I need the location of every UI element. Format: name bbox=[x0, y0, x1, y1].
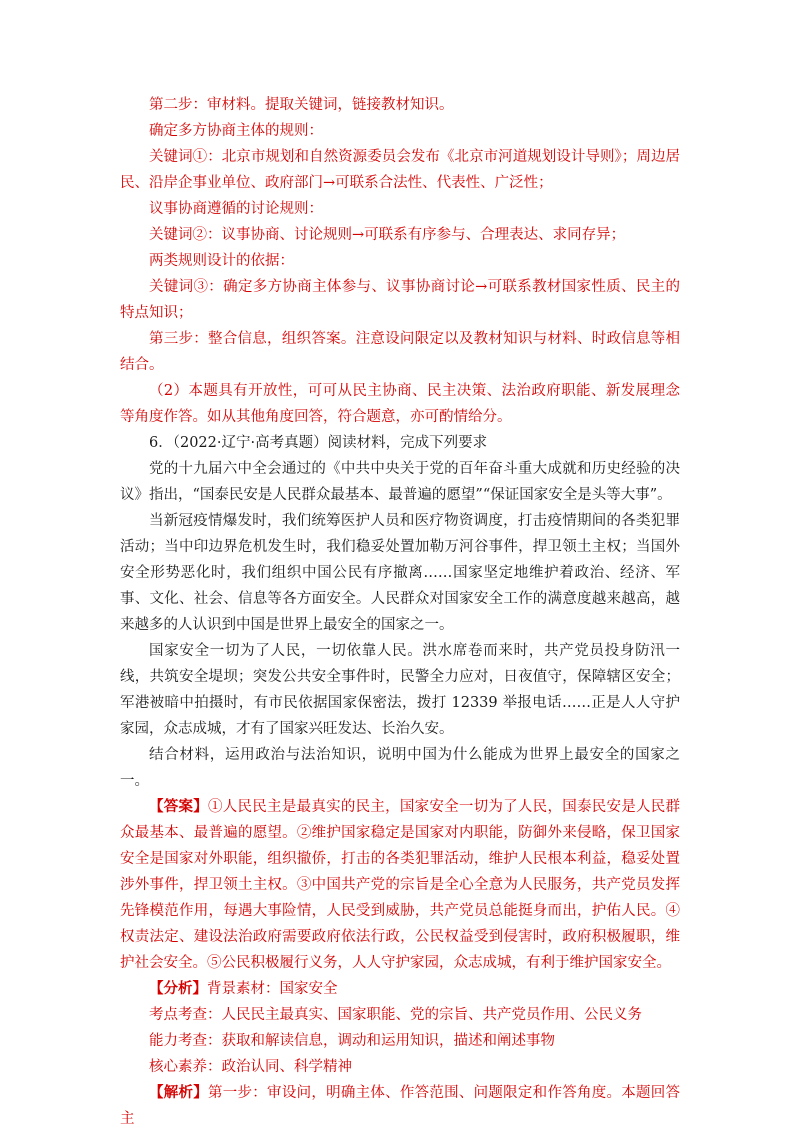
answer-block bbox=[120, 794, 680, 976]
explain-text: 第一步：审设问，明确主体、作答范围、问题限定和作答角度。本题回答主 bbox=[120, 1085, 680, 1127]
step2-title: 第二步：审材料。提取关键词，链接教材知识。 bbox=[149, 97, 454, 113]
answer-text: ①人民民主是最真实的民主，国家安全一切为了人民，国泰民安是人民群众最基本、最普遍的愿望。②维护国家稳定是国家对内职能，防御外来侵略，保卫国家安全是国家对外职能，组织撤侨，打击的各类犯罪活动，维护人民根本利益，稳妥处置涉外事件，捍卫领土主权。③中国共产党的宗旨是全心全意为人民服务，共产党员发挥先锋模范作用，每遇大事险情，人民受到威胁，共产党员总能挺身而出，护佑人民。④权责法定、建设法治政府需要政府依法行政，公民权益受到侵害时，政府积极履职，维护社会安全。⑤公民积极履行义务，人人守护家园，众志成城，有利于维护国家安全。 bbox=[120, 799, 680, 971]
rule-heading-2: 议事协商遵循的讨论规则： bbox=[149, 201, 323, 217]
ability-line: 能力考查：获取和解读信息，调动和运用知识，描述和阐述事物 bbox=[149, 1033, 555, 1049]
part2-answer: （2）本题具有开放性，可可从民主协商、民主决策、法治政府职能、新发展理念等角度作答。如从其他角度回答，符合题意，亦可酌情给分。 bbox=[120, 383, 680, 425]
explain-label: 【解析】 bbox=[149, 1084, 209, 1101]
question-prompt: 结合材料，运用政治与法治知识，说明中国为什么能成为世界上最安全的国家之一。 bbox=[120, 747, 680, 789]
explain-block bbox=[120, 1080, 680, 1132]
material-paragraph-3: 国家安全一切为了人民，一切依靠人民。洪水席卷而来时，共产党员投身防汛一线，共筑安全堤坝；突发公共安全事件时，民警全力应对，日夜值守，保障辖区安全；军港被暗中拍摄时，有市民依据国家保密法，拨打 12339 举报电话……正是人人守护家园，众志成城，才有了国家兴旺发达、长治久安。 bbox=[120, 643, 680, 737]
material-paragraph-1: 党的十九届六中全会通过的《中共中央关于党的百年奋斗重大成就和历史经验的决议》指出，“国泰民安是人民群众最基本、最普遍的愿望”“保证国家安全是头等大事”。 bbox=[120, 461, 680, 503]
analysis-label: 【分析】 bbox=[149, 980, 207, 997]
analysis-text: 背景素材：国家安全 bbox=[207, 981, 338, 997]
rule-heading-1: 确定多方协商主体的规则： bbox=[149, 123, 323, 139]
kaodian-line: 考点考查：人民民主最真实、国家职能、党的宗旨、共产党员作用、公民义务 bbox=[149, 1007, 642, 1023]
answer-label: 【答案】 bbox=[149, 798, 209, 815]
keyword-1: 关键词①：北京市规划和自然资源委员会发布《北京市河道规划设计导则》；周边居民、沿岸企事业单位、政府部门→可联系合法性、代表性、广泛性； bbox=[120, 149, 680, 191]
keyword-2: 关键词②：议事协商、讨论规则→可联系有序参与、合理表达、求同存异； bbox=[149, 227, 626, 243]
question-6-header: 6．（2022·辽宁·高考真题）阅读材料，完成下列要求 bbox=[149, 435, 488, 451]
material-paragraph-2: 当新冠疫情爆发时，我们统筹医护人员和医疗物资调度，打击疫情期间的各类犯罪活动；当中印边界危机发生时，我们稳妥处置加勒万河谷事件，捍卫领土主权；当国外安全形势恶化时，我们组织中国公民有序撤离……国家坚定地维护着政治、经济、军事、文化、社会、信息等各方面安全。人民群众对国家安全工作的满意度越来越高，越来越多的人认识到中国是世界上最安全的国家之一。 bbox=[120, 513, 680, 633]
step3: 第三步：整合信息，组织答案。注意设问限定以及教材知识与材料、时政信息等相结合。 bbox=[120, 331, 680, 373]
literacy-line: 核心素养：政治认同、科学精神 bbox=[149, 1059, 352, 1075]
analysis-block bbox=[120, 976, 680, 1002]
keyword-3: 关键词③：确定多方协商主体参与、议事协商讨论→可联系教材国家性质、民主的特点知识； bbox=[120, 279, 680, 321]
rule-heading-3: 两类规则设计的依据： bbox=[149, 253, 294, 269]
